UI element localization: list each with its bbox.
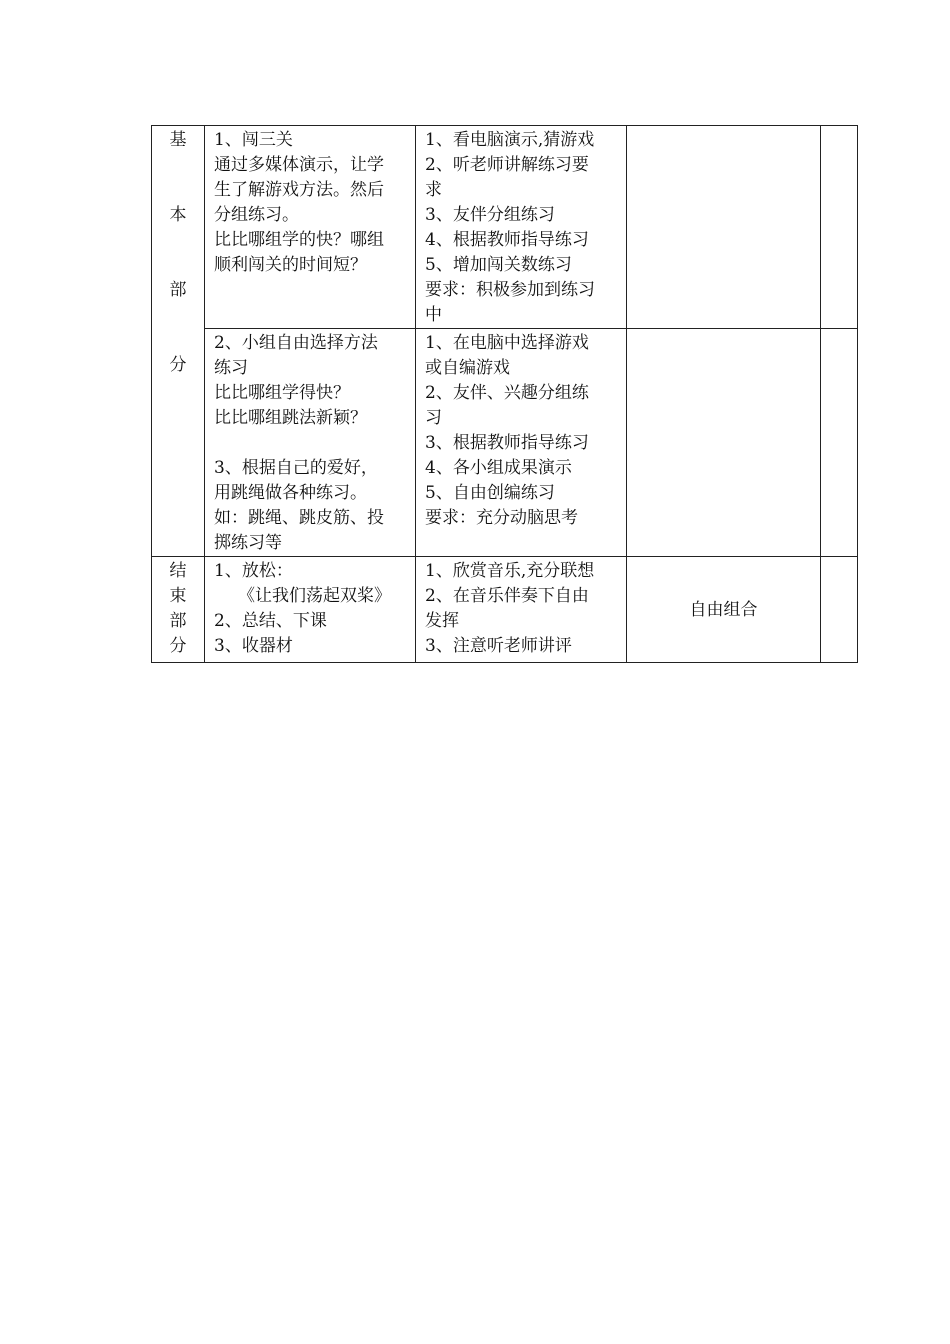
table-row	[152, 126, 858, 329]
organization-cell	[627, 329, 821, 557]
text-line: 1、放松：	[214, 561, 293, 581]
text-line: 4、根据教师指导练习	[425, 230, 589, 250]
notes-cell	[821, 329, 858, 557]
text-line: 2、小组自由选择方法	[214, 333, 378, 353]
text-line: 2、友伴、兴趣分组练	[425, 383, 589, 403]
section-label-char: 部	[169, 280, 187, 300]
text-line: 1、在电脑中选择游戏	[425, 333, 589, 353]
text-line: 比比哪组跳法新颖？	[214, 408, 367, 428]
text-line: 5、自由创编练习	[425, 483, 555, 503]
text-line: 要求：积极参加到练习	[425, 280, 595, 300]
student-activity-cell	[416, 557, 627, 663]
text-line: 1、闯三关	[214, 130, 293, 150]
blank-line	[214, 431, 406, 456]
text-line: 4、各小组成果演示	[425, 458, 572, 478]
text-line: 1、欣赏音乐,充分联想	[425, 561, 595, 581]
section-label-char: 束	[169, 586, 187, 606]
section-label-end	[152, 557, 205, 663]
text-line: 比比哪组学的快？哪组	[214, 230, 384, 250]
text-line: 要求：充分动脑思考	[425, 508, 578, 528]
notes-cell	[821, 126, 858, 329]
text-line: 3、根据自己的爱好，	[214, 458, 378, 478]
section-label-char: 结	[169, 561, 187, 581]
text-line: 5、增加闯关数练习	[425, 255, 572, 275]
text-line: 1、看电脑演示,猜游戏	[425, 130, 595, 150]
teacher-activity-cell	[205, 557, 416, 663]
notes-cell	[821, 557, 858, 663]
section-label-char: 本	[169, 205, 187, 225]
text-line: 中	[425, 305, 442, 325]
text-line: 习	[425, 408, 442, 428]
lesson-plan-table	[151, 125, 858, 663]
text-line: 练习	[214, 358, 248, 378]
text-line: 分组练习。	[214, 205, 299, 225]
teacher-activity-cell	[205, 329, 416, 557]
text-line: 3、注意听老师讲评	[425, 636, 572, 656]
table-row	[152, 557, 858, 663]
organization-cell: 自由组合	[627, 557, 821, 663]
teacher-activity-cell	[205, 126, 416, 329]
text-line: 如：跳绳、跳皮筋、投	[214, 508, 384, 528]
text-line: 生了解游戏方法。然后	[214, 180, 384, 200]
text-line: 掷练习等	[214, 533, 282, 553]
text-line: 发挥	[425, 611, 459, 631]
section-label-char: 分	[169, 636, 187, 656]
student-activity-cell	[416, 329, 627, 557]
song-title: 《让我们荡起双桨》	[238, 586, 391, 606]
text-line: 求	[425, 180, 442, 200]
text-line: 3、根据教师指导练习	[425, 433, 589, 453]
organization-cell	[627, 126, 821, 329]
text-line: 通过多媒体演示，让学	[214, 155, 384, 175]
text-line: 2、在音乐伴奏下自由	[425, 586, 589, 606]
section-label-char: 部	[169, 611, 187, 631]
text-line: 比比哪组学得快？	[214, 383, 350, 403]
text-line: 顺利闯关的时间短？	[214, 255, 367, 275]
text-line: 或自编游戏	[425, 358, 510, 378]
text-line: 3、收器材	[214, 636, 293, 656]
text-line: 3、友伴分组练习	[425, 205, 555, 225]
text-line: 2、听老师讲解练习要	[425, 155, 589, 175]
section-label-basic	[152, 126, 205, 557]
section-label-char: 基	[169, 130, 187, 150]
text-line: 2、总结、下课	[214, 611, 327, 631]
text-line: 用跳绳做各种练习。	[214, 483, 367, 503]
table-row	[152, 329, 858, 557]
student-activity-cell	[416, 126, 627, 329]
section-label-char: 分	[169, 355, 187, 375]
